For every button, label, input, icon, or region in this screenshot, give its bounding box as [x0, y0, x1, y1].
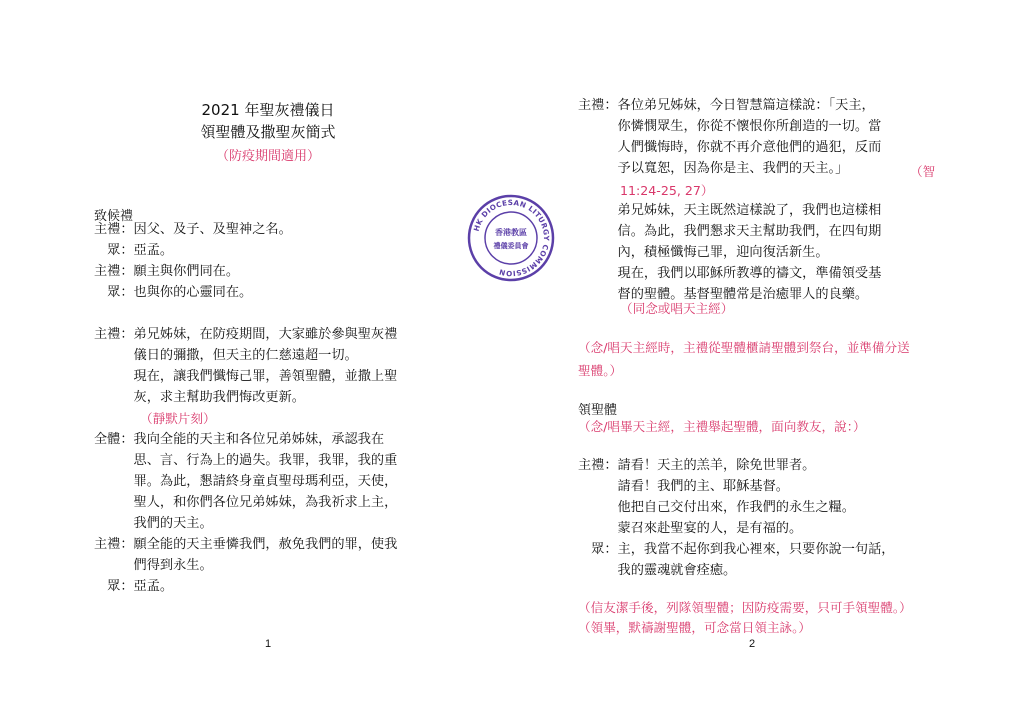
text-line: 們得到永生。	[94, 558, 213, 573]
page-number-1: 1	[265, 638, 272, 650]
text-line: 現在，讓我們懺悔己罪，善領聖體，並撒上聖	[94, 369, 398, 384]
note-silence: （靜默片刻）	[140, 411, 216, 426]
section-communion: 領聖體	[578, 403, 618, 418]
title-line-2: 領聖體及撒聖灰簡式	[200, 123, 336, 141]
text-line: 主禮：願全能的天主垂憐我們，赦免我們的罪，使我	[94, 537, 398, 552]
text-line: 我的靈魂就會痊癒。	[578, 563, 737, 578]
text-line: 灰，求主幫助我們悔改更新。	[94, 390, 305, 405]
text-line: 儀日的彌撒，但天主的仁慈遠超一切。	[94, 348, 358, 363]
text-line: 主禮：願主與你們同在。	[94, 264, 240, 279]
text-line: 你憐憫眾生，你從不懷恨你所創造的一切。當	[578, 119, 882, 134]
text-line: 思、言、行為上的過失。我罪，我罪，我的重	[94, 453, 398, 468]
text-line: 眾：亞孟。	[94, 243, 174, 258]
text-line: 全體：我向全能的天主和各位兄弟姊妹，承認我在	[94, 432, 385, 447]
text-line: 眾：也與你的心靈同在。	[94, 285, 253, 300]
text-line: 主禮：因父、及子、及聖神之名。	[94, 222, 292, 237]
text-line: 蒙召來赴聖宴的人，是有福的。	[578, 521, 803, 536]
text-line: 主禮：各位弟兄姊妹，今日智慧篇這樣說：「天主，	[578, 98, 875, 113]
seal-inner-line-1: 香港教區	[495, 228, 527, 237]
note-elevation: （念/唱畢天主經，主禮舉起聖體，面向教友，說：）	[578, 419, 866, 434]
citation-part-2: 11:24-25, 27）	[620, 183, 714, 198]
text-line: 弟兄姊妹，天主既然這樣說了，我們也這樣相	[578, 203, 882, 218]
text-line: 我們的天主。	[94, 516, 213, 531]
text-line: 眾：亞孟。	[94, 579, 174, 594]
section-greeting: 致候禮	[94, 209, 134, 224]
text-line: 人們懺悔時，你就不再介意他們的過犯，反而	[578, 140, 882, 155]
text-line: 罪。為此，懇請終身童貞聖母瑪利亞，天使，	[94, 474, 398, 489]
page-2	[512, 0, 1024, 724]
text-line: 聖人，和你們各位兄弟姊妹，為我祈求上主，	[94, 495, 398, 510]
text-line: 督的聖體。基督聖體常是治癒罪人的良藥。	[578, 287, 869, 302]
page-number-2: 2	[749, 638, 756, 650]
text-line: 予以寬恕，因為你是主、我們的天主。」	[578, 161, 849, 176]
text-line: 他把自己交付出來，作我們的永生之糧。	[578, 500, 855, 515]
citation-part-1: （智	[910, 164, 936, 179]
text-line: 信。為此，我們懇求天主幫助我們，在四旬期	[578, 224, 882, 239]
note-rubric-line-2: 聖體。）	[578, 363, 623, 378]
seal-inner-line-2: 禮儀委員會	[493, 242, 529, 250]
title-line-1: 2021 年聖灰禮儀日	[201, 101, 335, 119]
text-line: 主禮：弟兄姊妹，在防疫期間，大家雖於參與聖灰禮	[94, 327, 398, 342]
seal-outer-text: HK DIOCESAN LITURGY COMMISSION	[471, 197, 552, 279]
text-line: 眾：主，我當不起你到我心裡來，只要你說一句話，	[578, 542, 895, 557]
note-rubric-line-1: （念/唱天主經時，主禮從聖體櫃請聖體到祭台，並準備分送	[578, 340, 910, 355]
note-lords-prayer: （同念或唱天主經）	[620, 301, 734, 316]
note-hands: （信友潔手後，列隊領聖體；因防疫需要，只可手領聖體。）	[578, 600, 912, 615]
text-line: 請看！我們的主、耶穌基督。	[578, 479, 789, 494]
note-after: （領畢，默禱謝聖體，可念當日領主詠。）	[578, 620, 811, 635]
text-line: 內，積極懺悔己罪，迎向復活新生。	[578, 245, 829, 260]
text-line: 主禮：請看！天主的羔羊，除免世罪者。	[578, 458, 816, 473]
subtitle: （防疫期間適用）	[215, 149, 320, 164]
text-line: 現在，我們以耶穌所教導的禱文，準備領受基	[578, 266, 882, 281]
